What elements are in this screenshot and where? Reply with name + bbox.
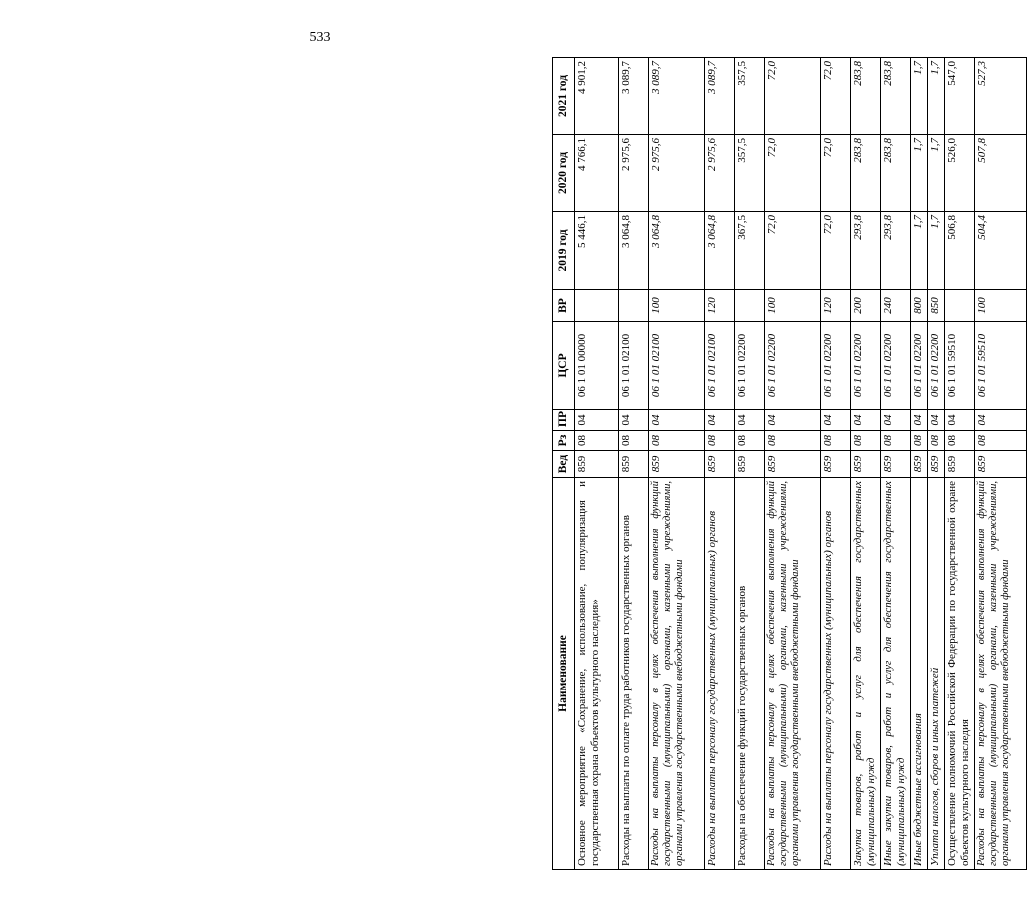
table-row xyxy=(649,58,705,870)
row-2019: 72,0 xyxy=(821,212,851,290)
row-vr: 120 xyxy=(705,290,735,322)
row-ved: 859 xyxy=(765,451,821,478)
row-2021: 3 089,7 xyxy=(649,58,705,135)
table-row xyxy=(765,58,821,870)
row-2020: 507,8 xyxy=(975,135,1027,212)
table-row xyxy=(735,58,765,870)
row-vr xyxy=(735,290,765,322)
row-rz: 08 xyxy=(649,431,705,451)
row-ved: 859 xyxy=(975,451,1027,478)
row-vr: 100 xyxy=(975,290,1027,322)
row-rz: 08 xyxy=(765,431,821,451)
row-2021: 527,3 xyxy=(975,58,1027,135)
header-2019: 2019 год xyxy=(553,212,575,290)
row-pr: 04 xyxy=(575,410,619,431)
row-csr: 06 1 01 02200 xyxy=(881,322,911,410)
row-2021: 3 089,7 xyxy=(705,58,735,135)
row-2020: 2 975,6 xyxy=(705,135,735,212)
row-csr: 06 1 01 02100 xyxy=(619,322,649,410)
table-row xyxy=(911,58,928,870)
table-row xyxy=(851,58,881,870)
row-name: Расходы на обеспечение функций государственных органов xyxy=(735,478,765,870)
row-rz: 08 xyxy=(575,431,619,451)
row-2019: 1,7 xyxy=(911,212,928,290)
row-name: Расходы на выплаты персоналу государственных (муниципальных) органов xyxy=(821,478,851,870)
row-ved: 859 xyxy=(851,451,881,478)
table-row xyxy=(945,58,975,870)
row-2020: 1,7 xyxy=(911,135,928,212)
table-row xyxy=(975,58,1027,870)
row-ved: 859 xyxy=(945,451,975,478)
row-2020: 283,8 xyxy=(881,135,911,212)
row-csr: 06 1 01 00000 xyxy=(575,322,619,410)
row-csr: 06 1 01 59510 xyxy=(975,322,1027,410)
row-ved: 859 xyxy=(911,451,928,478)
row-pr: 04 xyxy=(765,410,821,431)
row-name: Расходы на выплаты персоналу государственных (муниципальных) органов xyxy=(705,478,735,870)
row-pr: 04 xyxy=(975,410,1027,431)
rotated-table-frame xyxy=(552,58,1011,870)
header-2021: 2021 год xyxy=(553,58,575,135)
row-ved: 859 xyxy=(928,451,945,478)
header-vr: ВР xyxy=(553,290,575,322)
row-rz: 08 xyxy=(851,431,881,451)
row-ved: 859 xyxy=(735,451,765,478)
row-2019: 367,5 xyxy=(735,212,765,290)
row-pr: 04 xyxy=(928,410,945,431)
row-pr: 04 xyxy=(821,410,851,431)
row-2021: 4 901,2 xyxy=(575,58,619,135)
row-2019: 504,4 xyxy=(975,212,1027,290)
row-2019: 3 064,8 xyxy=(649,212,705,290)
row-vr: 120 xyxy=(821,290,851,322)
row-pr: 04 xyxy=(735,410,765,431)
row-rz: 08 xyxy=(911,431,928,451)
row-2021: 72,0 xyxy=(821,58,851,135)
row-2021: 283,8 xyxy=(881,58,911,135)
row-csr: 06 1 01 02200 xyxy=(821,322,851,410)
row-rz: 08 xyxy=(735,431,765,451)
table-header-row xyxy=(553,58,575,870)
row-csr: 06 1 01 02100 xyxy=(649,322,705,410)
row-2020: 4 766,1 xyxy=(575,135,619,212)
row-name: Уплата налогов, сборов и иных платежей xyxy=(928,478,945,870)
budget-table xyxy=(552,57,1027,870)
row-rz: 08 xyxy=(945,431,975,451)
row-2019: 3 064,8 xyxy=(705,212,735,290)
row-pr: 04 xyxy=(945,410,975,431)
table-row xyxy=(705,58,735,870)
row-ved: 859 xyxy=(575,451,619,478)
row-csr: 06 1 01 59510 xyxy=(945,322,975,410)
row-2020: 72,0 xyxy=(765,135,821,212)
header-pr: ПР xyxy=(553,410,575,431)
row-vr: 100 xyxy=(765,290,821,322)
row-2021: 283,8 xyxy=(851,58,881,135)
row-csr: 06 1 01 02200 xyxy=(765,322,821,410)
row-2019: 1,7 xyxy=(928,212,945,290)
table-body xyxy=(575,58,1027,870)
row-pr: 04 xyxy=(851,410,881,431)
row-vr xyxy=(575,290,619,322)
row-2021: 547,0 xyxy=(945,58,975,135)
row-name: Расходы на выплаты персоналу в целях обеспечения выполнения функций государственными (муниципальными) органами, казенными учреждениями, органами управления государственными внебюджетными фондами xyxy=(649,478,705,870)
row-csr: 06 1 01 02200 xyxy=(911,322,928,410)
row-vr: 850 xyxy=(928,290,945,322)
table-row xyxy=(619,58,649,870)
table-row xyxy=(928,58,945,870)
row-pr: 04 xyxy=(881,410,911,431)
row-name: Иные бюджетные ассигнования xyxy=(911,478,928,870)
row-2020: 357,5 xyxy=(735,135,765,212)
row-rz: 08 xyxy=(928,431,945,451)
row-2020: 72,0 xyxy=(821,135,851,212)
row-2021: 357,5 xyxy=(735,58,765,135)
row-pr: 04 xyxy=(911,410,928,431)
row-2021: 3 089,7 xyxy=(619,58,649,135)
table-row xyxy=(881,58,911,870)
row-vr: 800 xyxy=(911,290,928,322)
row-rz: 08 xyxy=(705,431,735,451)
row-vr: 240 xyxy=(881,290,911,322)
row-pr: 04 xyxy=(649,410,705,431)
row-vr: 200 xyxy=(851,290,881,322)
row-2021: 72,0 xyxy=(765,58,821,135)
header-name: Наименование xyxy=(553,478,575,870)
row-vr xyxy=(619,290,649,322)
row-rz: 08 xyxy=(821,431,851,451)
row-vr xyxy=(945,290,975,322)
table-row xyxy=(575,58,619,870)
header-rz: Рз xyxy=(553,431,575,451)
header-csr: ЦСР xyxy=(553,322,575,410)
row-2019: 72,0 xyxy=(765,212,821,290)
row-rz: 08 xyxy=(619,431,649,451)
row-ved: 859 xyxy=(821,451,851,478)
row-pr: 04 xyxy=(619,410,649,431)
page-number: 533 xyxy=(309,30,331,45)
row-2019: 5 446,1 xyxy=(575,212,619,290)
row-csr: 06 1 01 02200 xyxy=(735,322,765,410)
row-ved: 859 xyxy=(705,451,735,478)
row-csr: 06 1 01 02200 xyxy=(851,322,881,410)
row-name: Расходы на выплаты персоналу в целях обеспечения выполнения функций государственными (муниципальными) органами, казенными учреждениями, органами управления государственными внебюджетными фондами xyxy=(765,478,821,870)
row-name: Основное мероприятие «Сохранение, использование, популяризация и государственная охрана объектов культурного наследия» xyxy=(575,478,619,870)
row-name: Закупка товаров, работ и услуг для обеспечения государственных (муниципальных) нужд xyxy=(851,478,881,870)
table-row xyxy=(821,58,851,870)
row-2020: 2 975,6 xyxy=(649,135,705,212)
row-name: Расходы на выплаты персоналу в целях обеспечения выполнения функций государственными (муниципальными) органами, казенными учреждениями, органами управления государственными внебюджетными фондами xyxy=(975,478,1027,870)
row-2020: 1,7 xyxy=(928,135,945,212)
row-ved: 859 xyxy=(619,451,649,478)
row-2019: 3 064,8 xyxy=(619,212,649,290)
row-2020: 283,8 xyxy=(851,135,881,212)
row-name: Расходы на выплаты по оплате труда работников государственных органов xyxy=(619,478,649,870)
row-2020: 2 975,6 xyxy=(619,135,649,212)
row-2021: 1,7 xyxy=(911,58,928,135)
row-2019: 293,8 xyxy=(881,212,911,290)
row-rz: 08 xyxy=(975,431,1027,451)
row-2019: 293,8 xyxy=(851,212,881,290)
row-ved: 859 xyxy=(649,451,705,478)
row-name: Осуществление полномочий Российской Федерации по государственной охране объектов культурного наследия xyxy=(945,478,975,870)
row-ved: 859 xyxy=(881,451,911,478)
row-csr: 06 1 01 02200 xyxy=(928,322,945,410)
row-vr: 100 xyxy=(649,290,705,322)
row-csr: 06 1 01 02100 xyxy=(705,322,735,410)
row-pr: 04 xyxy=(705,410,735,431)
row-2021: 1,7 xyxy=(928,58,945,135)
header-2020: 2020 год xyxy=(553,135,575,212)
row-2019: 506,8 xyxy=(945,212,975,290)
header-ved: Вед xyxy=(553,451,575,478)
row-rz: 08 xyxy=(881,431,911,451)
row-2020: 526,0 xyxy=(945,135,975,212)
row-name: Иные закупки товаров, работ и услуг для обеспечения государственных (муниципальных) нужд xyxy=(881,478,911,870)
